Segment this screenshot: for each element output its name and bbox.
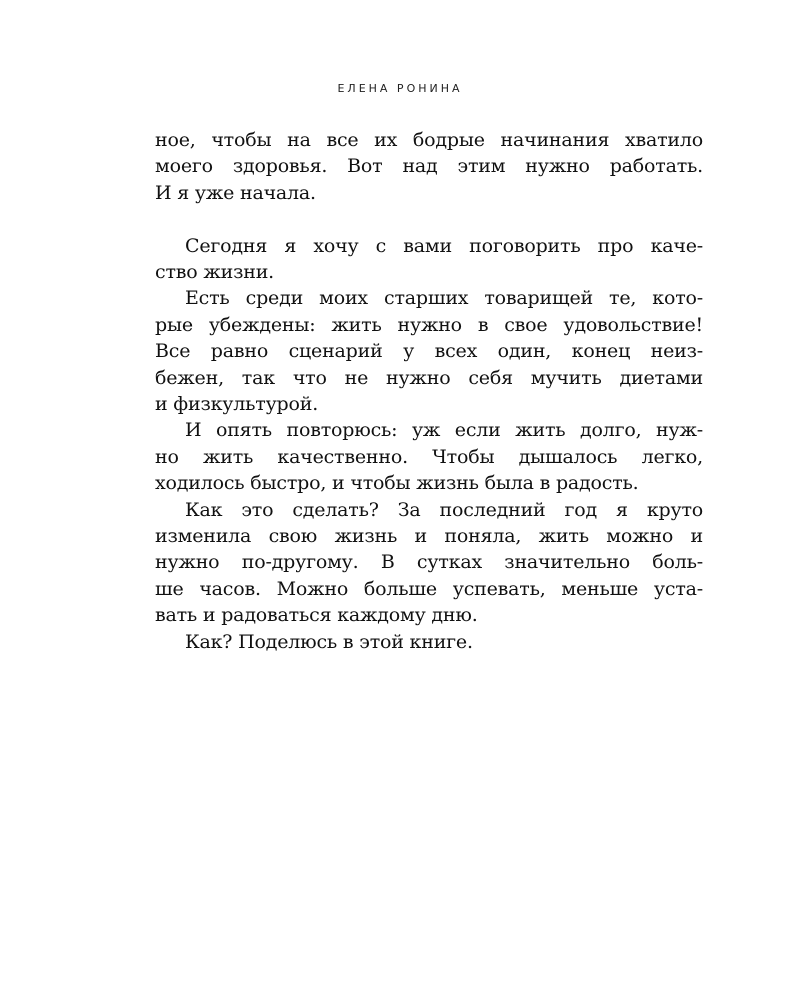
text-line: моего здоровья. Вот над этим нужно работать. [155, 155, 703, 178]
text-line: И я уже начала. [155, 181, 316, 204]
paragraph-gap [155, 206, 703, 232]
text-line: рые убеждены: жить нужно в свое удовольствие! [155, 313, 703, 336]
text-line: но жить качественно. Чтобы дышалось легко, [155, 445, 703, 468]
text-line: и физкультурой. [155, 393, 319, 416]
text-line: бежен, так что не нужно себя мучить диетами [155, 366, 703, 389]
running-header: ЕЛЕНА РОНИНА [337, 82, 463, 95]
text-line: И опять повторюсь: уж если жить долго, нуж- [185, 419, 703, 442]
text-line: ходилось быстро, и чтобы жизнь была в радость. [155, 472, 639, 495]
text-line: нужно по-другому. В сутках значительно боль- [155, 551, 703, 574]
body-text [155, 127, 703, 655]
text-line: Сегодня я хочу с вами поговорить про каче- [185, 234, 703, 257]
text-line: ство жизни. [155, 261, 274, 284]
text-line: ше часов. Можно больше успевать, меньше уста- [155, 577, 703, 600]
text-line: ное, чтобы на все их бодрые начинания хватило [155, 129, 703, 151]
text-line: изменила свою жизнь и поняла, жить можно и [155, 525, 703, 548]
text-line: Все равно сценарий у всех один, конец неиз- [155, 340, 703, 363]
text-line: Как это сделать? За последний год я круто [185, 498, 703, 521]
text-line: Есть среди моих старших товарищей те, кото- [185, 287, 703, 310]
text-line: Как? Поделюсь в этой книге. [185, 630, 473, 653]
text-line: вать и радоваться каждому дню. [155, 604, 478, 627]
